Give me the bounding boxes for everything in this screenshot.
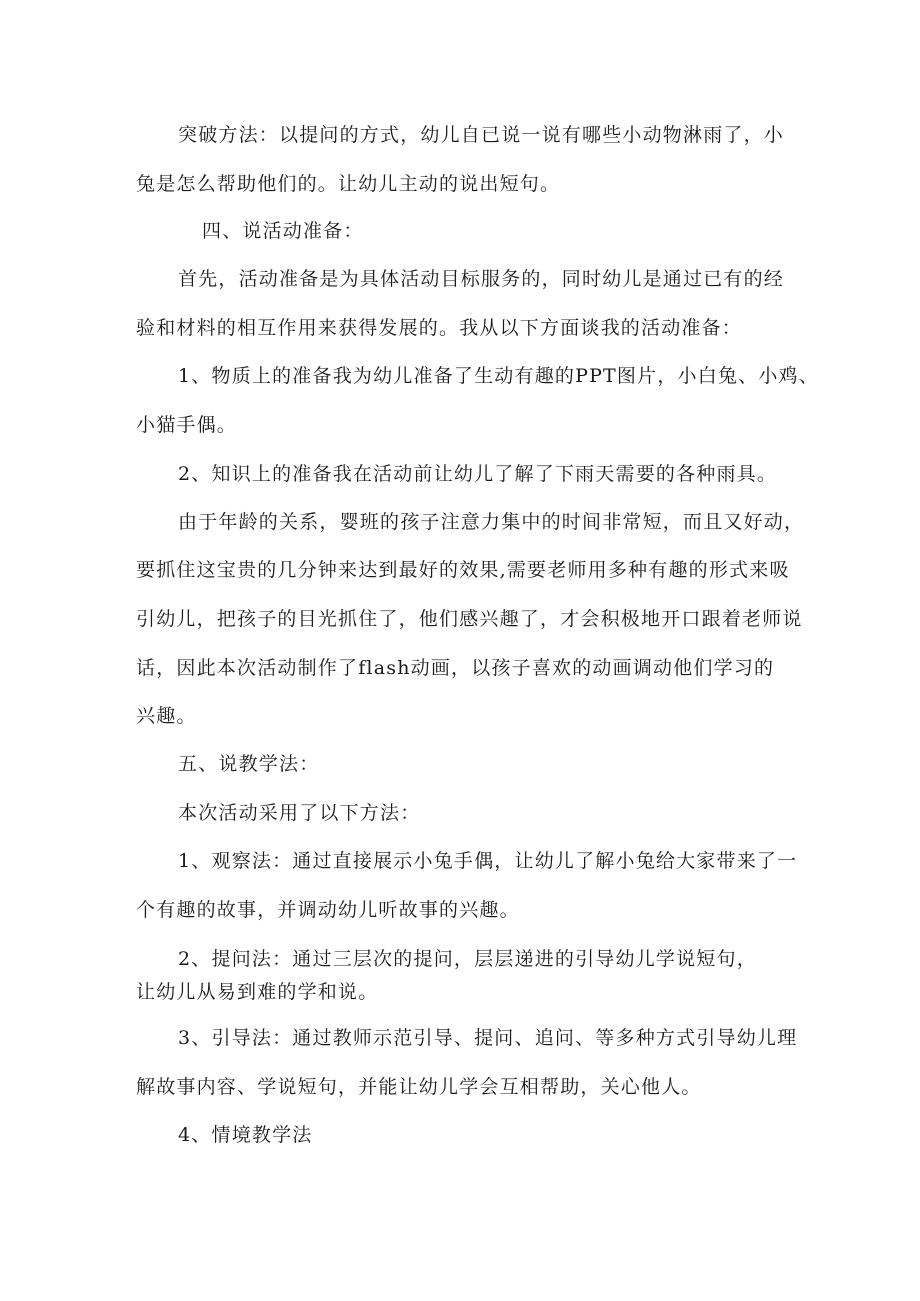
paragraph-line: 4、情境教学法 bbox=[178, 1124, 313, 1146]
paragraph-line: 2、知识上的准备我在活动前让幼儿了解了下雨天需要的各种雨具。 bbox=[178, 463, 778, 485]
paragraph-line: 兴趣。 bbox=[136, 705, 197, 727]
paragraph-line: 个有趣的故事，并调动幼儿听故事的兴趣。 bbox=[136, 899, 520, 921]
paragraph-line: 要抓住这宝贵的几分钟来达到最好的效果,需要老师用多种有趣的形式来吸 bbox=[136, 559, 790, 581]
section-heading: 四、说活动准备： bbox=[202, 220, 364, 242]
paragraph-line: 1、物质上的准备我为幼儿准备了生动有趣的PPT图片，小白兔、小鸡、 bbox=[178, 365, 819, 387]
paragraph-line: 2、提问法：通过三层次的提问，层层递进的引导幼儿学说短句， bbox=[178, 948, 757, 970]
paragraph-line: 解故事内容、学说短句，并能让幼儿学会互相帮助，关心他人。 bbox=[136, 1076, 702, 1098]
paragraph-line: 兔是怎么帮助他们的。让幼儿主动的说出短句。 bbox=[136, 173, 561, 195]
paragraph-line: 话，因此本次活动制作了flash动画，以孩子喜欢的动画调动他们学习的 bbox=[136, 657, 775, 679]
paragraph-line: 3、引导法：通过教师示范引导、提问、追问、等多种方式引导幼儿理 bbox=[178, 1027, 798, 1049]
paragraph-line: 首先，活动准备是为具体活动目标服务的，同时幼儿是通过已有的经 bbox=[178, 268, 785, 290]
paragraph-line: 引幼儿，把孩子的目光抓住了，他们感兴趣了，才会积极地开口跟着老师说 bbox=[136, 608, 803, 630]
paragraph-line: 让幼儿从易到难的学和说。 bbox=[136, 981, 379, 1003]
paragraph-line: 小猫手偶。 bbox=[136, 414, 238, 436]
section-heading: 五、说教学法： bbox=[178, 753, 320, 775]
paragraph-line: 1、观察法：通过直接展示小兔手偶，让幼儿了解小兔给大家带来了一 bbox=[178, 850, 798, 872]
paragraph-line: 由于年龄的关系，婴班的孩子注意力集中的时间非常短，而且又好动， bbox=[178, 511, 805, 533]
paragraph-line: 验和材料的相互作用来获得发展的。我从以下方面谈我的活动准备： bbox=[136, 317, 743, 339]
paragraph-line: 本次活动采用了以下方法： bbox=[178, 802, 421, 824]
paragraph-line: 突破方法：以提问的方式，幼儿自已说一说有哪些小动物淋雨了，小 bbox=[178, 124, 785, 146]
